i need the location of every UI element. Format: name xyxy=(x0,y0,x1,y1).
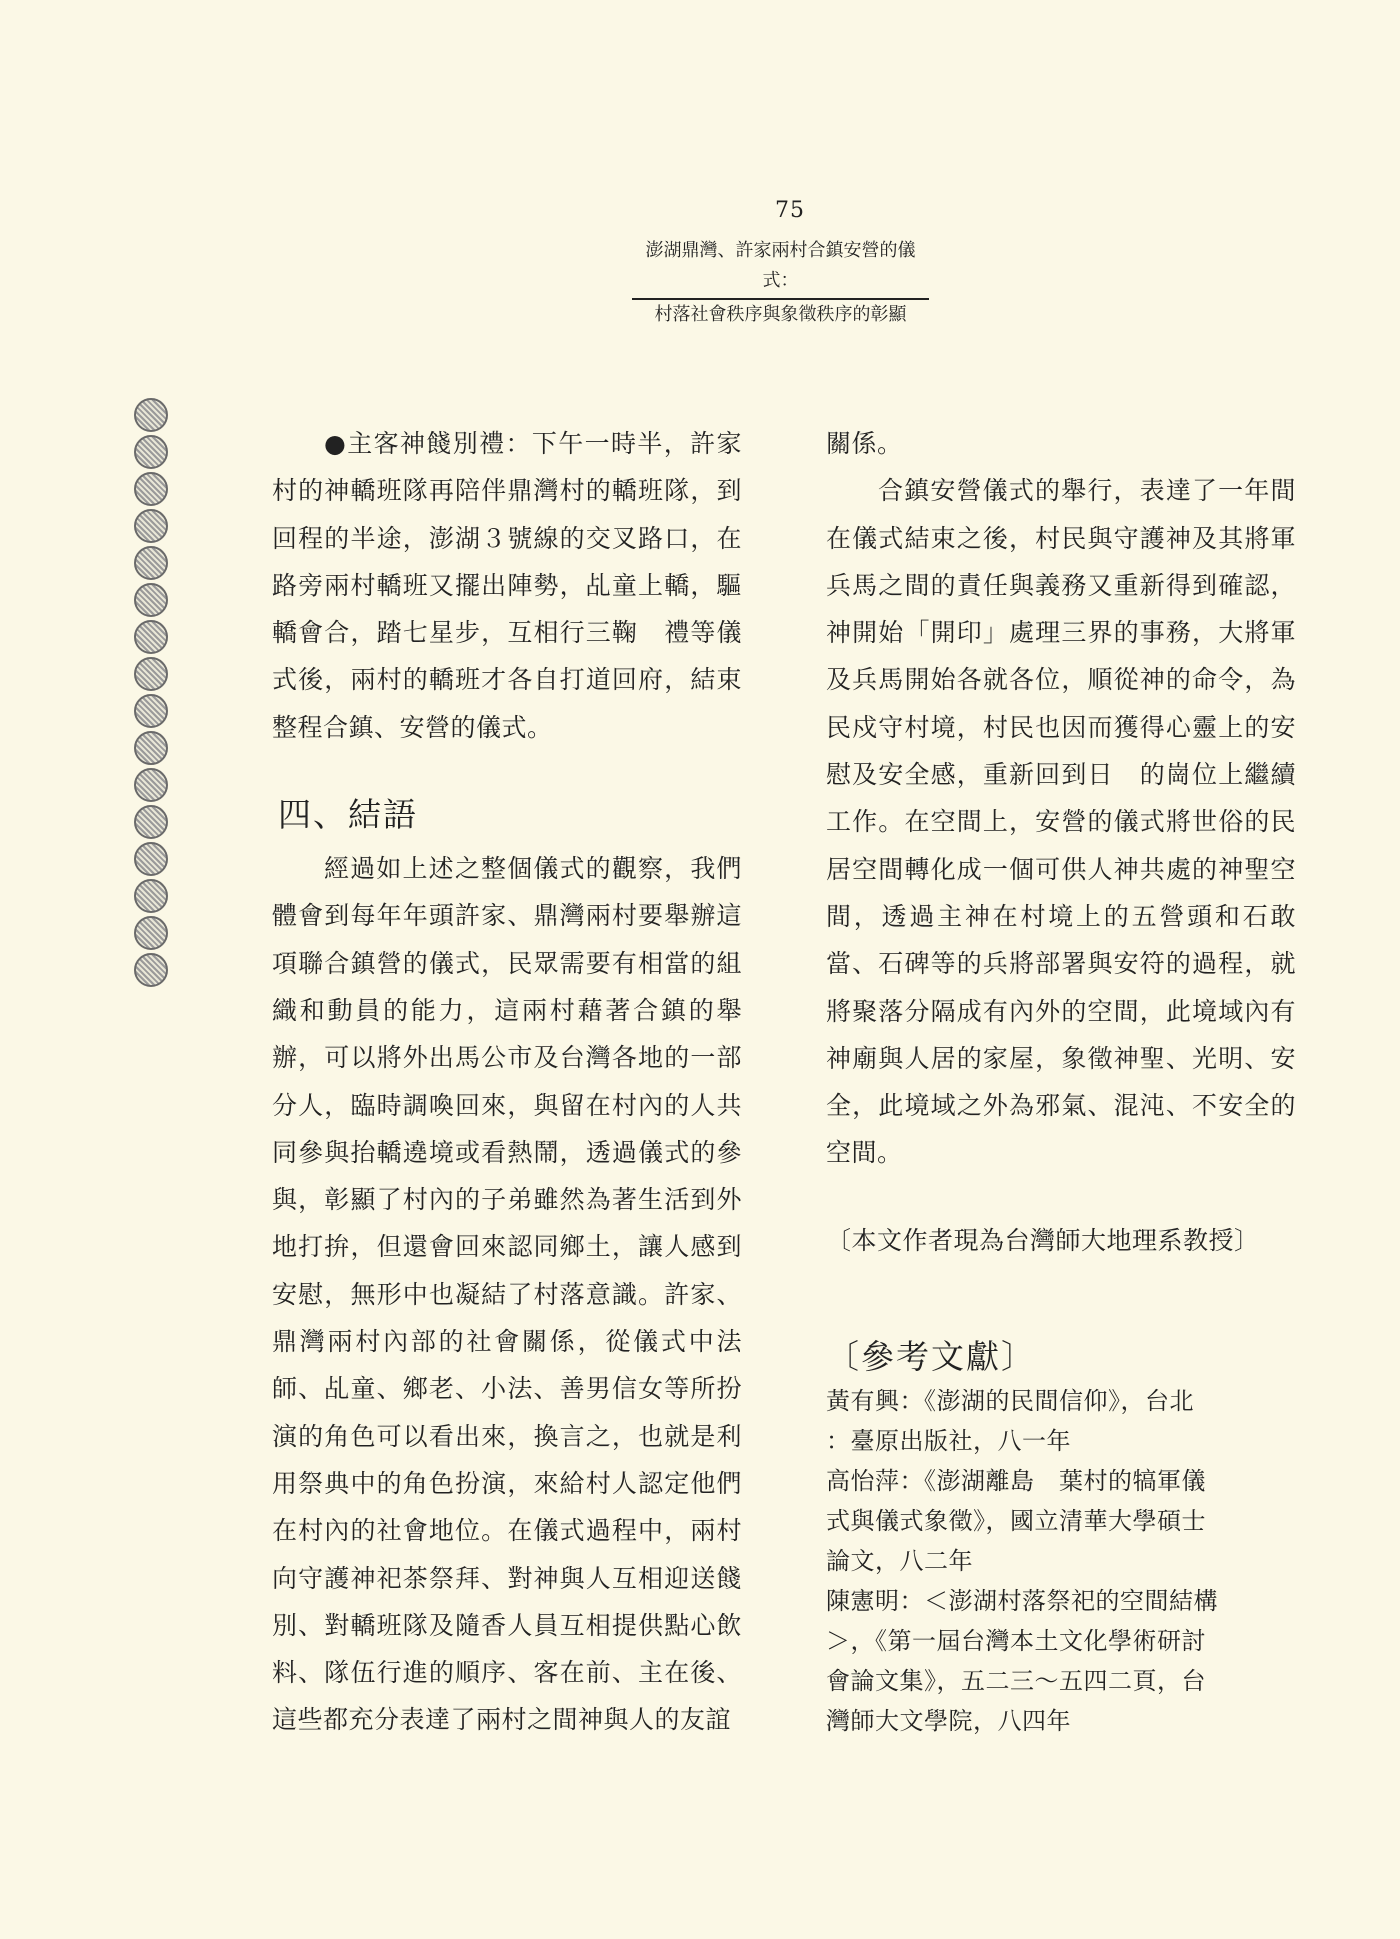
page-number: 75 xyxy=(775,198,805,223)
running-title-line2: 村落社會秩序與象徵秩序的彰顯 xyxy=(654,304,907,325)
round-seal-stamp-icon xyxy=(134,583,168,617)
summary-paragraph: 合鎮安營儀式的舉行，表達了一年間在儀式結束之後，村民與守護神及其將軍兵馬之間的責任與義務又重新得到確認，神開始「開印」處理三界的事務，大將軍及兵馬開始各就各位，順從神的命令，為民戍守村境，村民也因而獲得心靈上的安慰及安全感，重新回到日 的崗位上繼續工作。在空間上，安營的儀式將世俗的民居空間轉化成一個可供人神共處的神聖空間，透過主神在村境上的五營頭和石敢當、石碑等的兵將部署與安符的過程，就將聚落分隔成有內外的空間，此境域內有神廟與人居的家屋，象徵神聖、光明、安全，此境域之外為邪氣、混沌、不安全的空間。 xyxy=(826,476,1296,1168)
round-seal-stamp-icon xyxy=(134,509,168,543)
round-seal-stamp-icon xyxy=(134,916,168,950)
seal-column xyxy=(134,398,170,990)
reference-entry xyxy=(826,1461,1296,1581)
round-seal-stamp-icon xyxy=(134,842,168,876)
conclusion-paragraph: 經過如上述之整個儀式的觀察，我們體會到每年年頭許家、鼎灣兩村要舉辦這項聯合鎮營的儀式，民眾需要有相當的組織和動員的能力，這兩村藉著合鎮的舉辦，可以將外出馬公市及台灣各地的一部分人，臨時調喚回來，與留在村內的人共同參與抬轎遶境或看熱鬧，透過儀式的參與，彰顯了村內的子弟雖然為著生活到外地打拚，但還會回來認同鄉土，讓人感到安慰，無形中也凝結了村落意識。許家、鼎灣兩村內部的社會關係，從儀式中法師、乩童、鄉老、小法、善男信女等所扮演的角色可以看出來，換言之，也就是利用祭典中的角色扮演，來給村人認定他們在村內的社會地位。在儀式過程中，兩村向守護神祀茶祭拜、對神與人互相迎送餞別、對轎班隊及隨香人員互相提供點心飲料、隊伍行進的順序、客在前、主在後、這些都充分表達了兩村之間神與人的友誼 xyxy=(272,854,742,1735)
running-title-line1: 澎湖鼎灣、許家兩村合鎮安營的儀式： xyxy=(645,240,916,291)
right-column xyxy=(826,420,1296,1741)
round-seal-stamp-icon xyxy=(134,731,168,765)
round-seal-stamp-icon xyxy=(134,805,168,839)
reference-entry xyxy=(826,1381,1296,1461)
section-heading: 四、結語 xyxy=(278,795,418,835)
round-seal-stamp-icon xyxy=(134,472,168,506)
reference-line: 高怡萍：《澎湖離島 葉村的犒軍儀 xyxy=(826,1466,1206,1495)
references-title: 〔參考文獻〕 xyxy=(826,1336,1036,1376)
reference-line: ＞，《第一屆台灣本土文化學術研討 xyxy=(826,1626,1206,1655)
continuation-paragraph: 關係。 xyxy=(826,429,903,458)
author-note: 〔本文作者現為台灣師大地理系教授〕 xyxy=(826,1225,1260,1255)
reference-line: 灣師大文學院，八四年 xyxy=(826,1706,1071,1735)
round-seal-stamp-icon xyxy=(134,620,168,654)
round-seal-stamp-icon xyxy=(134,657,168,691)
round-seal-stamp-icon xyxy=(134,768,168,802)
reference-list xyxy=(826,1381,1296,1741)
reference-line: 式與儀式象徵》，國立清華大學碩士 xyxy=(826,1506,1206,1535)
reference-line: 黃有興：《澎湖的民間信仰》，台北 xyxy=(826,1386,1194,1415)
round-seal-stamp-icon xyxy=(134,694,168,728)
round-seal-stamp-icon xyxy=(134,398,168,432)
reference-line: 論文，八二年 xyxy=(826,1546,973,1575)
left-column xyxy=(272,420,742,1744)
reference-line: ：臺原出版社，八一年 xyxy=(826,1426,1071,1455)
reference-line: 陳憲明：＜澎湖村落祭祀的空間結構 xyxy=(826,1586,1218,1615)
running-head xyxy=(628,236,933,330)
round-seal-stamp-icon xyxy=(134,953,168,987)
round-seal-stamp-icon xyxy=(134,546,168,580)
reference-entry xyxy=(826,1581,1296,1741)
round-seal-stamp-icon xyxy=(134,435,168,469)
round-seal-stamp-icon xyxy=(134,879,168,913)
ceremony-paragraph: ●主客神餞別禮：下午一時半，許家村的神轎班隊再陪伴鼎灣村的轎班隊，到回程的半途，澎湖３號線的交叉路口，在路旁兩村轎班又擺出陣勢，乩童上轎，驅轎會合，踏七星步，互相行三鞠 禮等儀式後，兩村的轎班才各自打道回府，結束整程合鎮、安營的儀式。 xyxy=(272,429,742,742)
reference-line: 會論文集》，五二三～五四二頁，台 xyxy=(826,1666,1206,1695)
